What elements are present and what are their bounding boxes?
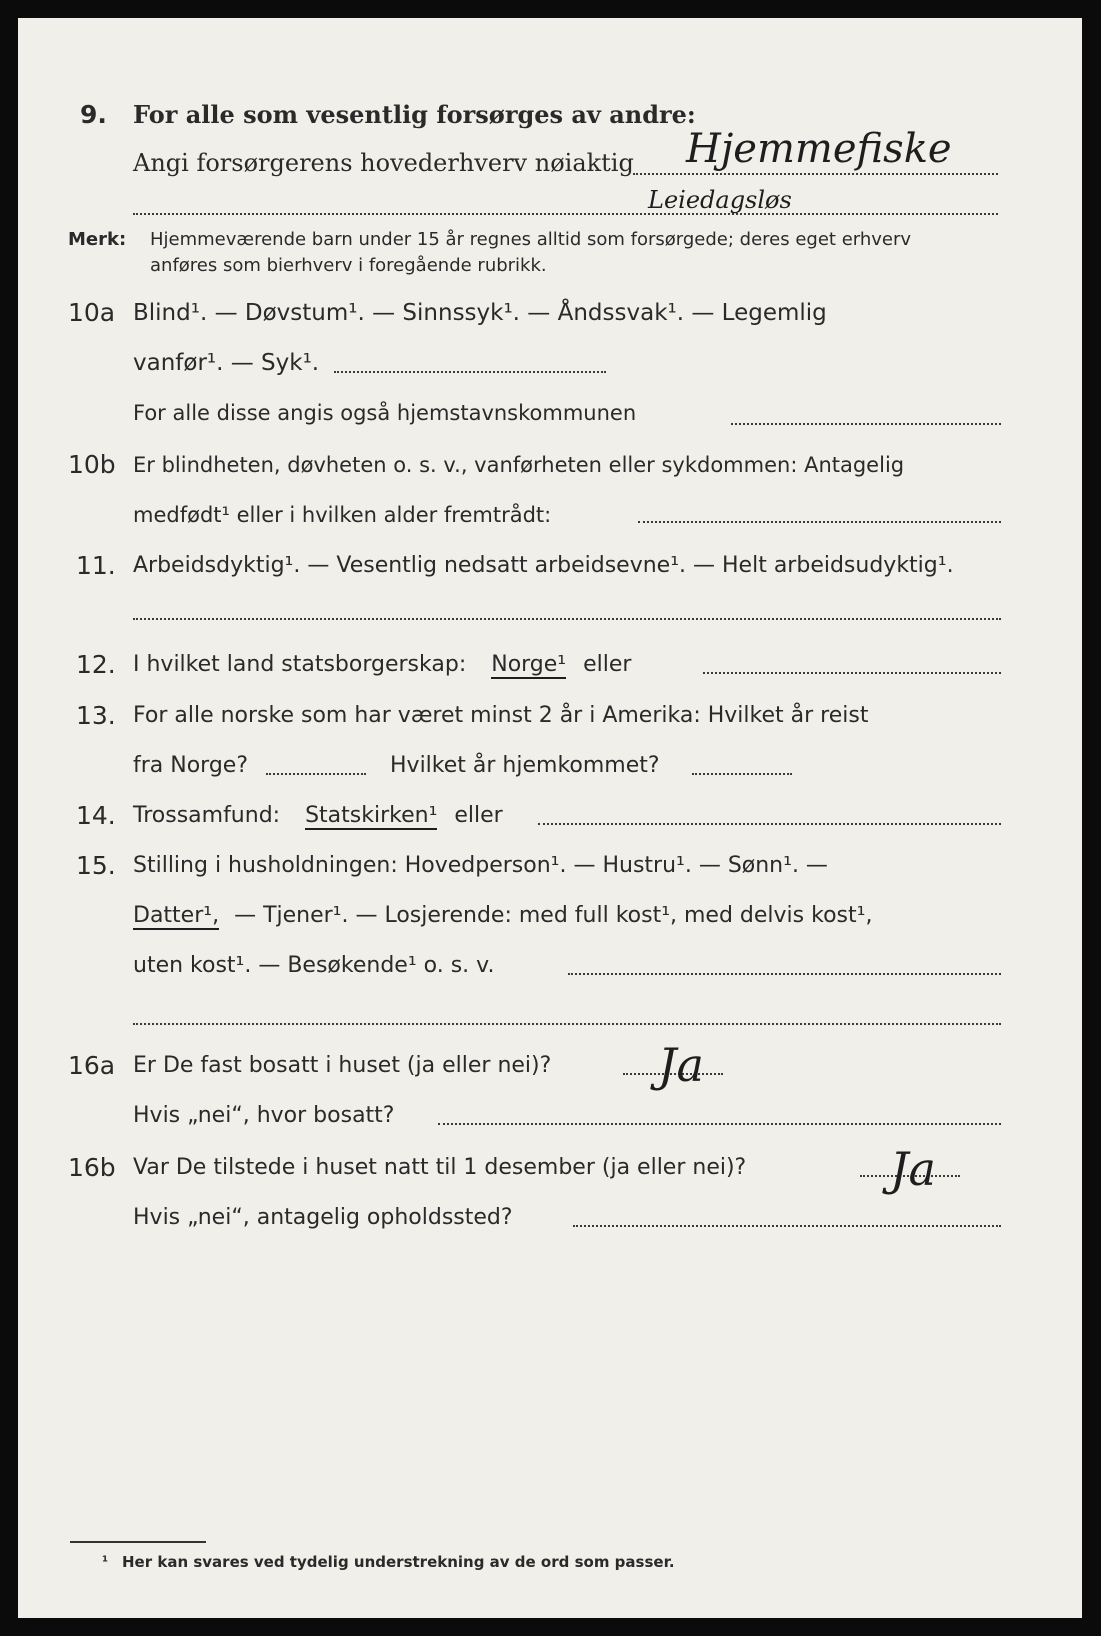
q15-datter-underlined: Datter¹, — [133, 903, 220, 928]
merk-line-1: Hjemmeværende barn under 15 år regnes alltid som forsørgede; deres eget erhverv — [150, 229, 912, 250]
q16a-residence-line — [438, 1123, 1001, 1125]
q16a-line-2: Hvis „nei“, hvor bosatt? — [133, 1103, 395, 1128]
q12-norge-underlined: Norge¹ — [491, 652, 567, 677]
q15-line-3: uten kost¹. — Besøkende¹ o. s. v. — [133, 953, 495, 978]
q9-heading: For alle som vesentlig forsørges av andre: — [133, 100, 696, 129]
q16b-number: 16b — [68, 1153, 116, 1182]
q14-other-line — [538, 823, 1001, 825]
q14-number: 14. — [76, 801, 116, 830]
q12-number: 12. — [76, 650, 116, 679]
q15-number: 15. — [76, 851, 116, 880]
q11-answer-line — [133, 618, 1001, 620]
q10b-line-1: Er blindheten, døvheten o. s. v., vanførheten eller sykdommen: Antagelig — [133, 453, 905, 477]
q15-answer-line — [133, 1023, 1001, 1025]
q13-number: 13. — [76, 701, 116, 730]
q10a-municipality-line — [731, 423, 1001, 425]
q10b-number: 10b — [68, 450, 116, 479]
q11-number: 11. — [76, 551, 116, 580]
q16a-line-1: Er De fast bosatt i huset (ja eller nei)? — [133, 1053, 552, 1078]
q12-suffix: eller — [583, 652, 632, 677]
q14-statskirken-underlined: Statskirken¹ — [305, 803, 438, 828]
q9-handwritten-answer-2: Leiedagsløs — [648, 186, 792, 214]
q9-handwritten-answer: Hjemmefiske — [686, 126, 952, 172]
q15-line-2 — [133, 901, 872, 931]
q15-line-1: Stilling i husholdningen: Hovedperson¹. — Hustru¹. — Sønn¹. — — [133, 853, 828, 878]
q11-line-1: Arbeidsdyktig¹. — Vesentlig nedsatt arbeidsevne¹. — Helt arbeidsudyktig¹. — [133, 553, 954, 578]
q9-answer-line — [633, 173, 998, 175]
q14-suffix: eller — [454, 803, 503, 828]
q10a-line-3: For alle disse angis også hjemstavnskommunen — [133, 401, 637, 425]
q10b-line-2: medfødt¹ eller i hvilken alder fremtrådt: — [133, 503, 552, 527]
q13-return-year-line — [692, 773, 792, 775]
q12-prefix: I hvilket land statsborgerskap: — [133, 652, 467, 677]
q16b-handwritten-answer: Ja — [890, 1142, 936, 1196]
census-form-page — [18, 18, 1082, 1618]
q13-line-1: For alle norske som har været minst 2 år i Amerika: Hvilket år reist — [133, 703, 869, 728]
q9-answer-line-2 — [133, 213, 998, 215]
footnote-text: Her kan svares ved tydelig understrekning av de ord som passer. — [122, 1553, 675, 1571]
q15-line-2-rest: — Tjener¹. — Losjerende: med full kost¹, med delvis kost¹, — [234, 903, 873, 928]
q16b-line-1: Var De tilstede i huset natt til 1 desember (ja eller nei)? — [133, 1155, 747, 1180]
q13-line-2a: fra Norge? — [133, 753, 249, 778]
q13-line-2b: Hvilket år hjemkommet? — [390, 753, 660, 778]
footnote-mark: ¹ — [102, 1554, 109, 1570]
q16a-handwritten-answer: Ja — [658, 1038, 704, 1092]
q16b-line-2: Hvis „nei“, antagelig opholdssted? — [133, 1205, 513, 1230]
q12-other-line — [703, 672, 1001, 674]
merk-line-2: anføres som bierhverv i foregående rubrikk. — [150, 255, 547, 276]
merk-label: Merk: — [68, 229, 127, 250]
q9-number: 9. — [80, 100, 107, 129]
q15-other-line — [568, 973, 1001, 975]
q10a-line-1: Blind¹. — Døvstum¹. — Sinnssyk¹. — Åndssvak¹. — Legemlig — [133, 300, 827, 326]
q16a-number: 16a — [68, 1051, 116, 1080]
footnote-rule — [70, 1541, 206, 1543]
q9-label: Angi forsørgerens hovederhverv nøiaktig — [133, 149, 634, 177]
q14-line — [133, 801, 503, 831]
q10a-sick-line — [334, 371, 606, 373]
q13-left-year-line — [266, 773, 366, 775]
q10b-age-line — [638, 521, 1001, 523]
q12-line — [133, 650, 631, 680]
q10a-line-2: vanfør¹. — Syk¹. — [133, 350, 320, 376]
q10a-number: 10a — [68, 298, 116, 327]
q14-prefix: Trossamfund: — [133, 803, 281, 828]
q16b-place-line — [573, 1225, 1001, 1227]
